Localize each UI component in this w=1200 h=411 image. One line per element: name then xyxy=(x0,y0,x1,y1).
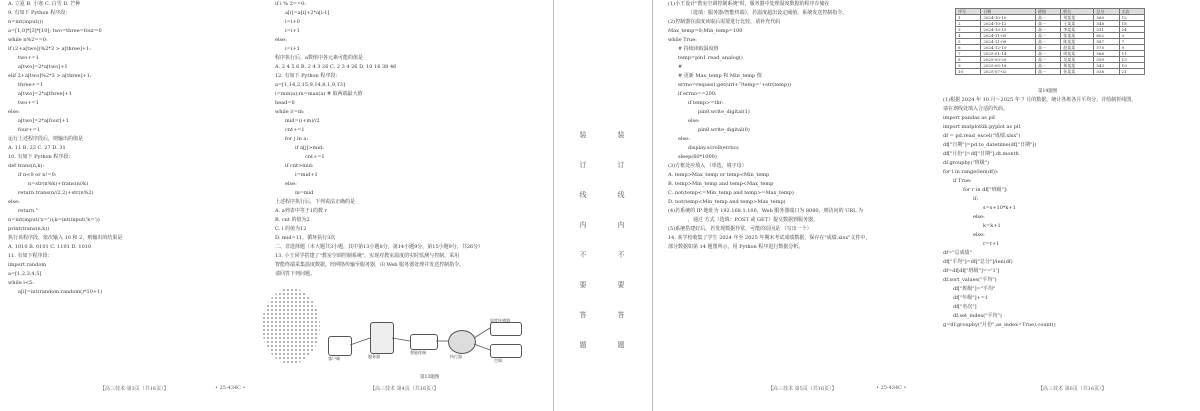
text-line: errno=request.get(url+'?temp='+str(temp)) xyxy=(678,82,792,88)
server-label: 服务器 xyxy=(368,354,380,359)
binding-glyph: 要 xyxy=(617,281,625,289)
table-cell: 2024-10-10 xyxy=(981,15,1036,21)
text-line: import matplotlib.pyplot as plt xyxy=(943,124,1021,130)
binding-glyph: 线 xyxy=(579,191,587,199)
table-cell: 高一 xyxy=(1035,27,1060,33)
text-line: else: xyxy=(973,214,985,220)
text-line: elif 2+a[two]%2*3 > a[three]+1: xyxy=(8,73,92,79)
text-line: s=s+10*k+1 xyxy=(983,205,1016,211)
table-cell: 2 xyxy=(956,21,981,27)
table-cell: 575 xyxy=(1094,45,1119,51)
diagram-connectors xyxy=(322,318,544,370)
text-line: 部分数据如第 14 题图所示，用 Python 程序进行数据分析。 xyxy=(668,244,804,250)
table-cell: 1 xyxy=(956,15,981,21)
text-line: 执行该程序段，依次输入 10 和 2，则输出的结果是 xyxy=(8,235,123,241)
text-line: two+=1 xyxy=(18,55,39,61)
text-line: a[i]=a[i]+2*a[i-1] xyxy=(285,10,330,16)
table-cell: 6 xyxy=(956,45,981,51)
text-line: 13. 小王同学搭建了"教室空调控制系统"，实现对教室温度的实时监测与控制，采用 xyxy=(275,253,460,259)
table-cell: 日期 xyxy=(981,9,1036,15)
text-line: df["名次"] xyxy=(953,304,977,310)
text-line: A. 2 4 5 6 B. 2 4 3 26 C. 2 3 4 26 D. 10 16 38 46 xyxy=(275,64,397,70)
table-cell: 531 xyxy=(1094,27,1119,33)
text-line: 9. 有如下 Python 程序段： xyxy=(8,10,71,16)
text-line: else: xyxy=(285,181,297,187)
text-line: m=mid xyxy=(295,190,314,196)
text-line: A. 11 B. 22 C. 27 D. 31 xyxy=(8,145,66,151)
data-table xyxy=(955,8,1145,75)
text-line: df["班级"]="平均" xyxy=(953,286,996,292)
text-line: sleep(60*1000) xyxy=(678,154,717,160)
text-line: import random xyxy=(8,262,47,268)
binding-glyph: 要 xyxy=(579,281,587,289)
table-cell: 2025-03-20 xyxy=(981,57,1036,63)
right-page xyxy=(658,0,1200,411)
table-cell: 班级 xyxy=(1035,9,1060,15)
text-line: A. 立夏 B. 小寒 C. 白雪 D. 芒种 xyxy=(8,1,81,7)
table-cell: 5 xyxy=(956,39,981,45)
text-line: while i<5: xyxy=(8,280,34,286)
table-cell: 总分 xyxy=(1094,9,1119,15)
right-column-2 xyxy=(943,96,1195,330)
text-line: 二、非选择题（本大题共3小题，其中第13小题8分，第14小题9分，第15小题9分，共26分） xyxy=(275,244,484,250)
text-line: df.set_index("平均") xyxy=(953,313,1002,319)
text-line: print(trans(n,k)) xyxy=(8,226,50,232)
table-cell: 9 xyxy=(956,63,981,69)
table-cell: 8 xyxy=(956,57,981,63)
halftone-seal-image xyxy=(262,288,320,364)
text-line: temp=pin1.read_analog() xyxy=(678,55,743,61)
text-line: Max_temp=0;Min_temp=100 xyxy=(668,28,743,34)
text-line: a=[1,14,2,15,9,14,8,1,9,13] xyxy=(275,82,345,88)
table-cell: 高一 xyxy=(1035,33,1060,39)
table-cell: 587 xyxy=(1094,39,1119,45)
table-cell: 19 xyxy=(1119,63,1144,69)
table-cell: 孙某某 xyxy=(1061,69,1094,75)
text-line: cnt+=1 xyxy=(305,154,325,160)
table-cell: 602 xyxy=(1094,33,1119,39)
text-line: k=k+1 xyxy=(983,223,1001,229)
text-line: import pandas as pd xyxy=(943,115,995,121)
table-cell: 陈某某 xyxy=(1061,39,1094,45)
binding-glyph: 内 xyxy=(579,221,587,229)
table-cell: 538 xyxy=(1094,69,1119,75)
table-cell: 21 xyxy=(1119,69,1144,75)
table-cell: 13 xyxy=(1119,57,1144,63)
table-cell: 郑某某 xyxy=(1061,63,1094,69)
table-cell: 2024-10-15 xyxy=(981,27,1036,33)
binding-text-column xyxy=(576,120,590,360)
table-cell: 高一 xyxy=(1035,57,1060,63)
table-cell: 高一 xyxy=(1035,21,1060,27)
table-cell: 3 xyxy=(1119,33,1144,39)
text-line: (4)若系统的 IP 地址为 192.168.1.100，Web 服务器端口为 8080，则访问的 URL 为 xyxy=(668,208,864,214)
text-line: else: xyxy=(275,37,287,43)
text-line: 智能终端采集温度数据，经网络传输至服务器，由 Web 服务器处理并发送控制指令。 xyxy=(275,262,465,268)
text-line: return trans(n//2,2)+str(n%2) xyxy=(18,190,94,196)
text-line: 11. 有如下程序段： xyxy=(8,253,53,259)
text-line: D. mid=11，循环执行3次 xyxy=(275,235,336,241)
gutter-line xyxy=(553,0,554,411)
text-line: i=i+1 xyxy=(285,46,300,52)
binding-glyph: 不 xyxy=(579,251,587,259)
table-cell: 姓名 xyxy=(1061,9,1094,15)
table-cell: 9 xyxy=(1119,45,1144,51)
table-cell: 560 xyxy=(1094,15,1119,21)
table-cell: 4 xyxy=(956,33,981,39)
text-line: for i in range(len(df)): xyxy=(943,169,999,175)
text-line: df["平均"]=df["总分"]/len(df) xyxy=(943,259,1013,265)
text-line: two+=1 xyxy=(18,100,39,106)
left-column-2 xyxy=(275,0,543,279)
text-line: (3)方框处应填入 （单选，填字母） xyxy=(668,163,747,169)
text-line: pin8.write_digital(0) xyxy=(698,127,750,133)
text-line: if n<0 or n!=0: xyxy=(18,172,57,178)
table-cell: 李某某 xyxy=(1061,27,1094,33)
table-cell: 24 xyxy=(1119,27,1144,33)
text-line: display.scroll(errno) xyxy=(688,145,739,151)
table-caption: 第14题图 xyxy=(1038,89,1058,94)
text-line: i=i+0 xyxy=(285,19,300,25)
table-cell: 吴某某 xyxy=(1061,57,1094,63)
table-cell: 18 xyxy=(1119,21,1144,27)
text-line: 12. 有如下 Python 程序段： xyxy=(275,73,341,79)
text-line: (1)小王设计"教室空调控制系统"时，服务器中处理温度数据的程序存储在 xyxy=(668,1,830,7)
text-line: 程序执行后，a数组中各元素可能的值是 xyxy=(275,55,363,61)
text-line: if True: xyxy=(953,178,972,184)
text-line: four+=1 xyxy=(18,127,41,133)
left-footer-1: 【高三技术 第3页（共16页）】 xyxy=(100,386,169,392)
text-line: df=df[df["班级"]=='1'] xyxy=(943,268,1000,274)
gutter-line xyxy=(652,0,653,411)
left-footer-2: 【高三技术 第4页（共16页）】 xyxy=(370,386,439,392)
text-line: pin8.write_digital(1) xyxy=(698,109,750,115)
text-line: df.groupby("班级") xyxy=(943,160,990,166)
table-cell: 高一 xyxy=(1035,15,1060,21)
text-line: n=int(input('x='));k=int(input('k=')) xyxy=(8,217,100,223)
text-line: （选填：服务器/智能终端），若温度超出设定阈值，系统发送控制指令。 xyxy=(688,10,848,16)
table-cell: 周某某 xyxy=(1061,51,1094,57)
system-diagram xyxy=(322,318,544,370)
text-line: for r in df["班级"]: xyxy=(963,187,1008,193)
binding-glyph: 题 xyxy=(579,341,587,349)
table-cell: 2025-05-18 xyxy=(981,63,1036,69)
text-line: if (2+a[two])%2*3 > a[three]+1: xyxy=(8,46,91,52)
table-cell: 7 xyxy=(1119,39,1144,45)
text-line: if errno==200: xyxy=(678,91,717,97)
text-line: C. i 的值为12 xyxy=(275,226,307,232)
table-cell: 2024-11-05 xyxy=(981,33,1036,39)
text-line: 14. 某学校收集了学生 2024 年至 2025 年期末考试成绩数据，保存在"成绩.xlsx"文件中， xyxy=(668,235,871,241)
text-line: mid=(i+m)//2 xyxy=(285,118,320,124)
text-line: df.sort_values("平均") xyxy=(943,277,997,283)
table-cell: 高一 xyxy=(1035,39,1060,45)
binding-glyph: 答 xyxy=(579,311,587,319)
table-cell: 548 xyxy=(1094,21,1119,27)
table-cell: 高一 xyxy=(1035,51,1060,57)
text-line: if temp>=thr: xyxy=(688,100,724,106)
binding-glyph: 内 xyxy=(617,221,625,229)
actuator-label: 执行器 xyxy=(450,354,462,359)
text-line: 10. 有如下 Python 程序段： xyxy=(8,154,74,160)
binding-glyph: 装 xyxy=(617,131,625,139)
text-line: i=min(a);m=max(a) # 取两端最大值 xyxy=(275,91,363,97)
text-line: a[i]=int(random.random()*10+1) xyxy=(18,289,103,295)
table-cell: 7 xyxy=(956,51,981,57)
text-line: df = pd.read_excel("成绩.xlsx") xyxy=(943,133,1021,139)
text-line: B. cnt 的值为2 xyxy=(275,217,310,223)
text-line: r=r+1 xyxy=(983,241,1000,247)
text-line: A. temp>Max_temp or temp<Min_temp xyxy=(668,172,770,178)
binding-gutter xyxy=(548,0,658,411)
text-line: if: xyxy=(973,196,979,202)
text-line: # 更新 Max_temp 和 Min_temp 值 xyxy=(678,73,762,79)
text-line: a[two]=2*a[two]+1 xyxy=(18,64,68,70)
binding-glyph: 订 xyxy=(579,161,587,169)
binding-text-column xyxy=(614,120,628,360)
table-row xyxy=(956,69,1145,75)
text-line: a[two]=2*a[four]+1 xyxy=(18,118,69,124)
text-line: three+=1 xyxy=(18,82,44,88)
text-line: if i % 2==0: xyxy=(275,1,306,7)
figure-caption: 第13题图 xyxy=(420,375,440,380)
table-cell: 2025-01-14 xyxy=(981,51,1036,57)
text-line: for j in a: xyxy=(285,136,309,142)
client-label: 客户端 xyxy=(328,356,340,361)
text-line: if a[j]>mid: xyxy=(295,145,324,151)
text-line: C. not(temp<=Min_temp and temp>=Max_temp) xyxy=(668,190,794,196)
text-line: a=[1,2,3,4,5] xyxy=(8,271,42,277)
iot-label: 智能终端 xyxy=(410,350,426,355)
text-line: 运行上述程序段后，则输出的值是 xyxy=(8,136,84,142)
table-cell: 高一 xyxy=(1035,63,1060,69)
text-line: 请回答下列问题。 xyxy=(275,271,316,277)
left-column-1 xyxy=(8,0,263,297)
text-line: return '' xyxy=(18,208,39,214)
binding-glyph: 装 xyxy=(579,131,587,139)
sensor-label: 温度传感器 xyxy=(490,318,510,323)
text-line: def trans(n,k): xyxy=(8,163,45,169)
text-line: cnt+=1 xyxy=(285,127,305,133)
table-cell: 刘某某 xyxy=(1061,15,1094,21)
right-footer-1: 【高三技术 第5页（共16页）】 xyxy=(768,386,837,392)
table-cell: 赵某某 xyxy=(1061,45,1094,51)
text-line: n=str(n%k)+trans(n//k) xyxy=(28,181,89,187)
text-line: else: xyxy=(688,118,700,124)
table-cell: 2024-11-08 xyxy=(981,39,1036,45)
text-line: n=int(input()) xyxy=(8,19,44,25)
table-cell: 2025-07-02 xyxy=(981,69,1036,75)
table-cell: 序号 xyxy=(956,9,981,15)
table-cell: 名次 xyxy=(1119,9,1144,15)
text-line: (2)控制器在温度读取后需要进行比较，请补充代码 xyxy=(668,19,781,25)
text-line: else: xyxy=(678,136,690,142)
table-cell: 3 xyxy=(956,27,981,33)
text-line: a[two]=2*a[three]+1 xyxy=(18,91,72,97)
text-line: i=i+1 xyxy=(285,28,300,34)
text-line: 请在划线处填入合适的代码。 xyxy=(943,106,1009,112)
text-line: ，通过 方式（选填：POST 或 GET）提交数据到服务器。 xyxy=(688,217,818,223)
text-line: df["月份"]=df["日期"].dt.month xyxy=(943,151,1019,157)
table-cell: 559 xyxy=(1094,57,1119,63)
table-cell: 张某某 xyxy=(1061,33,1094,39)
table-cell: 543 xyxy=(1094,63,1119,69)
text-line: A. a列表中等于1的数 r xyxy=(275,208,327,214)
text-line: else: xyxy=(973,232,985,238)
text-line: # 持续读取温度值 xyxy=(678,46,719,52)
text-line: while True: xyxy=(668,37,697,43)
table-cell: 2024-12-10 xyxy=(981,45,1036,51)
table-cell: 12 xyxy=(1119,15,1144,21)
table-cell: 2024-10-12 xyxy=(981,21,1036,27)
left-footer-code: • 25-434C • xyxy=(215,385,246,391)
text-line: df["日期"]=pd.to_datetime(df["日期"]) xyxy=(943,142,1037,148)
text-line: (5)系统搭建好后，若发现数据异常，可能的原因是 （写出一个） xyxy=(668,226,812,232)
left-page xyxy=(0,0,548,411)
table-cell: 高一 xyxy=(1035,69,1060,75)
binding-glyph: 线 xyxy=(617,191,625,199)
ac-label: 空调 xyxy=(494,358,502,363)
text-line: A. 1010 B. 0101 C. 1101 D. 1010 xyxy=(8,244,92,250)
text-line: else: xyxy=(8,109,20,115)
text-line: B. temp>Min_temp and temp<Max_temp xyxy=(668,181,774,187)
text-line: df="总成绩" xyxy=(943,250,972,256)
right-column-1 xyxy=(668,0,936,252)
table-cell: 566 xyxy=(1094,51,1119,57)
text-line: 上述程序执行后，下列说法正确的是 xyxy=(275,199,356,205)
text-line: head=0 xyxy=(275,100,295,106)
text-line: while n%2==0: xyxy=(8,37,48,43)
text-line: (1)根据 2024 年 10 月～2025 年 7 月的数据，统计各班各月平均分，并绘制折线图， xyxy=(943,97,1137,103)
text-line: else: xyxy=(8,199,20,205)
table-cell: 王某某 xyxy=(1061,21,1094,27)
right-footer-2: 【高三技术 第6页（共16页）】 xyxy=(1038,386,1107,392)
text-line: if cnt>mid: xyxy=(285,163,314,169)
table-cell: 11 xyxy=(1119,51,1144,57)
binding-glyph: 不 xyxy=(617,251,625,259)
right-footer-code: • 25-434C • xyxy=(876,385,907,391)
table-cell: 高一 xyxy=(1035,45,1060,51)
text-line: while i!=m: xyxy=(275,109,305,115)
text-line: # xyxy=(678,64,683,70)
text-line: D. not(temp<Min_temp and temp>Max_temp) xyxy=(668,199,786,205)
table-cell: 10 xyxy=(956,69,981,75)
text-line: i=mid+1 xyxy=(295,172,318,178)
binding-glyph: 答 xyxy=(617,311,625,319)
text-line: df["年级"]+=1 xyxy=(953,295,989,301)
binding-glyph: 订 xyxy=(617,161,625,169)
text-line: a=[1,0]*[3]*[10]; two=three=four=0 xyxy=(8,28,102,34)
binding-glyph: 题 xyxy=(617,341,625,349)
text-line: g=df.groupby("月份",as_index=True).count() xyxy=(943,322,1056,328)
